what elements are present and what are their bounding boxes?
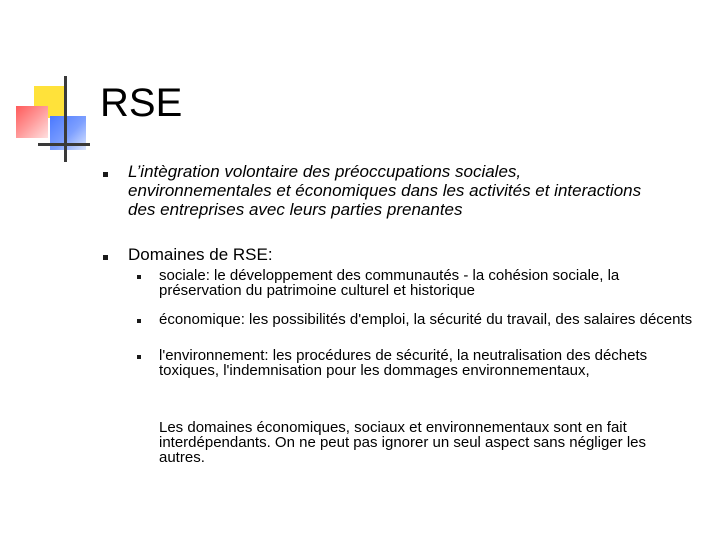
sub-bullet-marker (137, 319, 141, 323)
sub-bullet-marker (137, 275, 141, 279)
logo-horizontal-line (38, 143, 90, 146)
bullet-definition: L’intègration volontaire des préoccupations sociales, environnementales et économiques dans les activités et interactions des entreprises avec leurs parties prenantes (128, 162, 642, 219)
sub-bullet-marker (137, 355, 141, 359)
sub-item-economique: économique: les possibilités d'emploi, la sécurité du travail, des salaires décents (159, 311, 693, 328)
sub-item-sociale: sociale: le développement des communautés - la cohésion sociale, la préservation du patrimoine culturel et historique (159, 267, 620, 299)
logo-decoration (8, 76, 90, 162)
bullet-domains-heading: Domaines de RSE: (128, 245, 273, 264)
logo-vertical-line (64, 76, 67, 162)
sub-item-environnement: l'environnement: les procédures de sécurité, la neutralisation des déchets toxiques, l'indemnisation pour les dommages environnementaux, (159, 347, 648, 379)
slide-title: RSE (100, 81, 183, 125)
logo-red-square (16, 106, 48, 138)
bullet-marker (103, 172, 108, 177)
bullet-marker (103, 255, 108, 260)
closing-paragraph: Les domaines économiques, sociaux et environnementaux sont en fait interdépendants. On ne peut pas ignorer un seul aspect sans négliger les autres. (159, 419, 646, 466)
